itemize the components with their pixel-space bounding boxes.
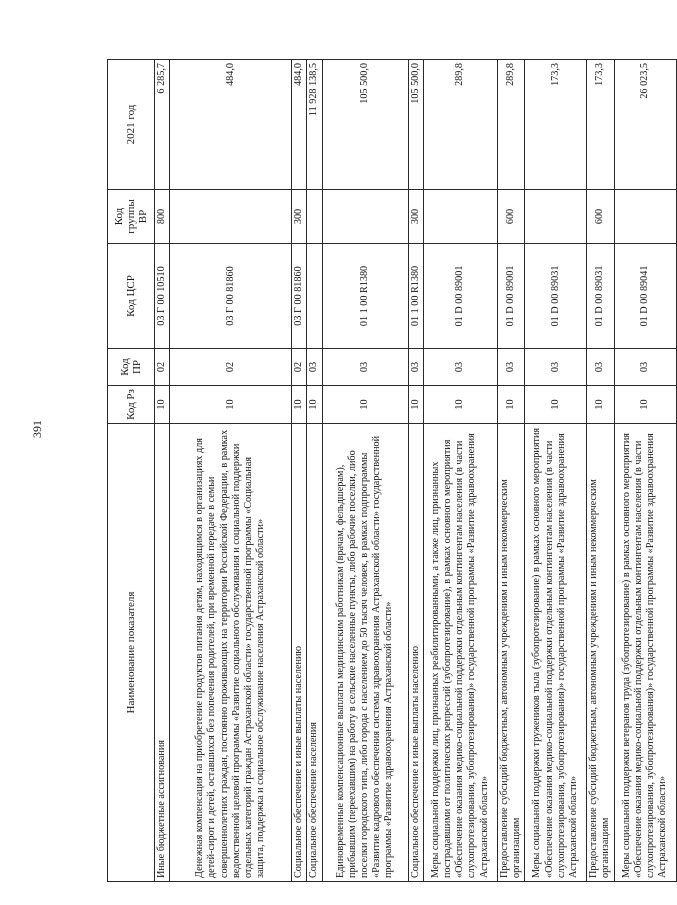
table-row [292, 60, 307, 882]
table-header-row [108, 60, 155, 882]
row-rz: 10 [525, 386, 587, 424]
row-vr [614, 190, 676, 244]
table-row [170, 60, 292, 882]
row-csr: 01 D 00 89001 [497, 244, 524, 349]
table-row [497, 60, 524, 882]
row-2021: 11 928 138,5 [307, 60, 322, 190]
row-csr: 03 Г 00 81860 [292, 244, 307, 349]
row-name: Меры социальной поддержки тружеников тыла (зубопротезирование) в рамках основного мероприятия «Обеспечение оказания медико-социальной поддержки отдельным контингентам населения (в части слухопротезирования, зубопротезирования)» государственной программы «Развитие здравоохранения Астраханской области» [525, 424, 587, 882]
row-vr [423, 190, 497, 244]
row-csr: 01 D 00 89031 [587, 244, 614, 349]
row-name: Меры социальной поддержки ветеранов труда (зубопротезирование) в рамках основного мероприятия «Обеспечение оказания медико-социальной поддержки отдельным контингентам населения (в части слухопротезирования, зубопротезирования)» государственной программы «Развитие здравоохранения Астраханской области» [614, 424, 676, 882]
budget-table [107, 59, 677, 882]
row-2021: 6 285,7 [155, 60, 170, 190]
row-pr: 03 [322, 349, 408, 386]
row-name: Единовременные компенсационные выплаты медицинским работникам (врачам, фельдшерам), прибывшим (переехавшим) на работу в сельские населенные пункты, либо рабочие поселки, либо поселки городского типа, либо города с населением до 50 тысяч человек, в рамках подпрограммы «Развитие кадрового обеспечения системы здравоохранения Астраханской области» государственной программы «Развитие здравоохранения Астраханской области» [322, 424, 408, 882]
row-rz: 10 [307, 386, 322, 424]
table-row [525, 60, 587, 882]
table-row [408, 60, 423, 882]
table-row [307, 60, 322, 882]
header-name: Наименование показателя [108, 424, 155, 882]
row-csr [307, 244, 322, 349]
row-csr: 01 1 00 R1380 [408, 244, 423, 349]
rotated-page-content [107, 60, 669, 882]
row-rz: 10 [155, 386, 170, 424]
row-vr [525, 190, 587, 244]
row-2021: 105 500,0 [408, 60, 423, 190]
row-name: Предоставление субсидий бюджетным, автономным учреждениям и иным некоммерческим организациям [587, 424, 614, 882]
row-vr [307, 190, 322, 244]
row-rz: 10 [423, 386, 497, 424]
row-rz: 10 [614, 386, 676, 424]
row-name: Меры социальной поддержки лиц, признанных реабилитированными, а также лиц, признанных пострадавшими от политических репрессий (зубопротезирование), в рамках основного мероприятия «Обеспечение оказания медико-социальной поддержки отдельным контингентам населения (в части слухопротезирования, зубопротезирования)» государственной программы «Развитие здравоохранения Астраханской области» [423, 424, 497, 882]
row-csr: 01 D 00 89001 [423, 244, 497, 349]
row-rz: 10 [170, 386, 292, 424]
row-pr: 03 [423, 349, 497, 386]
table-row [155, 60, 170, 882]
header-vr: Код группы ВР [108, 190, 155, 244]
header-pr: Код ПР [108, 349, 155, 386]
row-csr: 03 Г 00 10510 [155, 244, 170, 349]
row-pr: 02 [292, 349, 307, 386]
row-vr [170, 190, 292, 244]
row-2021: 289,8 [423, 60, 497, 190]
page-number: 391 [30, 420, 44, 438]
row-vr: 600 [587, 190, 614, 244]
row-name: Социальное обеспечение населения [307, 424, 322, 882]
row-pr: 03 [408, 349, 423, 386]
row-vr: 800 [155, 190, 170, 244]
row-pr: 02 [170, 349, 292, 386]
row-vr: 300 [408, 190, 423, 244]
row-2021: 26 023,5 [614, 60, 676, 190]
row-name: Социальное обеспечение и иные выплаты населению [408, 424, 423, 882]
row-rz: 10 [408, 386, 423, 424]
row-rz: 10 [497, 386, 524, 424]
row-name: Иные бюджетные ассигнования [155, 424, 170, 882]
row-name: Денежная компенсация на приобретение продуктов питания детям, находящимся в организациях для детей-сирот и детей, оставшихся без попечения родителей, при временной передаче в семьи совершеннолетних граждан, постоянно проживающих на территории Российской Федерации, в рамках ведомственной целевой программы «Развитие социального обслуживания и социальной поддержки отдельных категорий граждан Астраханской области» государственной программы «Социальная защита, поддержка и социальное обслуживание населения Астраханской области» [170, 424, 292, 882]
row-2021: 105 500,0 [322, 60, 408, 190]
row-rz: 10 [587, 386, 614, 424]
row-csr: 01 D 00 89041 [614, 244, 676, 349]
row-pr: 03 [307, 349, 322, 386]
table-row [614, 60, 676, 882]
table-row [587, 60, 614, 882]
row-pr: 03 [587, 349, 614, 386]
table-row [322, 60, 408, 882]
row-2021: 289,8 [497, 60, 524, 190]
row-csr: 03 Г 00 81860 [170, 244, 292, 349]
row-rz: 10 [292, 386, 307, 424]
row-name: Социальное обеспечение и иные выплаты населению [292, 424, 307, 882]
row-name: Предоставление субсидий бюджетным, автономным учреждениям и иным некоммерческим организациям [497, 424, 524, 882]
row-pr: 03 [614, 349, 676, 386]
row-pr: 03 [525, 349, 587, 386]
row-2021: 484,0 [170, 60, 292, 190]
row-pr: 02 [155, 349, 170, 386]
header-2021: 2021 год [108, 60, 155, 190]
row-vr [322, 190, 408, 244]
header-rz: Код Рз [108, 386, 155, 424]
row-vr: 600 [497, 190, 524, 244]
header-csr: Код ЦСР [108, 244, 155, 349]
table-row [423, 60, 497, 882]
row-2021: 173,3 [525, 60, 587, 190]
row-rz: 10 [322, 386, 408, 424]
row-vr: 300 [292, 190, 307, 244]
row-2021: 173,3 [587, 60, 614, 190]
row-csr: 01 D 00 89031 [525, 244, 587, 349]
row-pr: 03 [497, 349, 524, 386]
row-csr: 01 1 00 R1380 [322, 244, 408, 349]
row-2021: 484,0 [292, 60, 307, 190]
table-body [155, 60, 677, 882]
